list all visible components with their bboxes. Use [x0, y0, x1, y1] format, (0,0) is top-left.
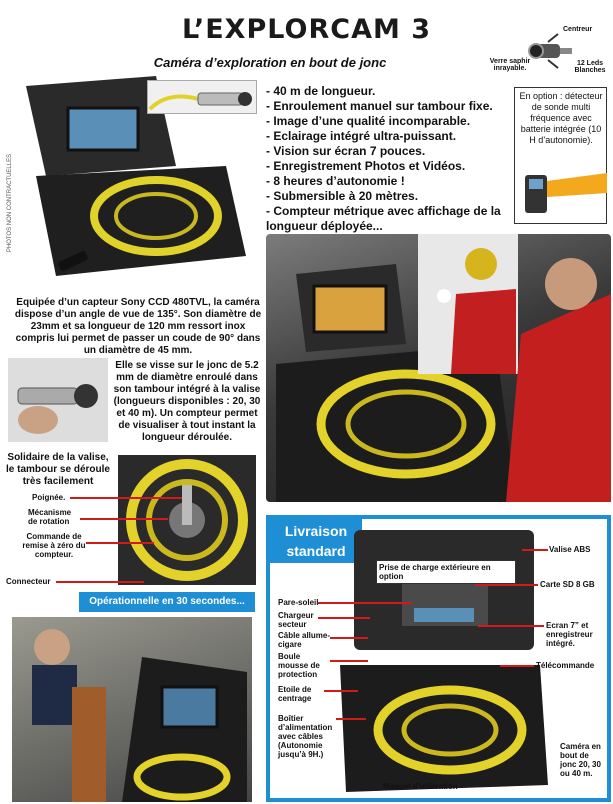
- drum-label-commande: Commande de remise à zéro du compteur.: [22, 532, 86, 559]
- arrow: [478, 625, 544, 627]
- tambour-description: Solidaire de la valise, le tambour se déroule très facilement: [6, 452, 110, 487]
- feature-item: - Image d’une qualité incomparable.: [266, 114, 471, 128]
- main-usage-photo: [266, 234, 611, 502]
- arrow: [500, 665, 534, 667]
- prise-label: Prise de charge extérieure en option: [376, 560, 516, 584]
- jonc-photo: [8, 358, 108, 442]
- telecommande-label: Télécommande: [536, 661, 595, 670]
- carte-label: Carte SD 8 GB: [540, 580, 595, 589]
- feature-item: - Eclairage intégré ultra-puissant.: [266, 129, 457, 143]
- arrow: [318, 602, 412, 604]
- camera-label: Caméra en bout de jonc 20, 30 ou 40 m.: [560, 742, 601, 778]
- arrow: [330, 637, 368, 639]
- feature-item: - 8 heures d’autonomie !: [266, 174, 405, 188]
- drum-label-mecanisme: Mécanisme de rotation: [28, 508, 72, 526]
- arrow: [336, 718, 366, 720]
- feature-item: - Enroulement manuel sur tambour fixe.: [266, 99, 493, 113]
- ecran-label: Ecran 7” et enregistreur intégré.: [546, 621, 593, 648]
- camera-head-image: [528, 32, 573, 70]
- drum-label-connecteur: Connecteur: [6, 577, 51, 586]
- drum-label-poignee: Poignée.: [32, 493, 66, 502]
- boitier-label: Boîtier d’alimentation avec câbles (Autonomie jusqu’à 9H.): [278, 714, 333, 759]
- valise-label: Valise ABS: [549, 545, 591, 554]
- arrow: [70, 497, 182, 499]
- jonc-description: Elle se visse sur le jonc de 5.2 mm de diamètre enroulé dans son tambour intégré à la valise (longueurs disponibles : 20, 30 et 40 m). Un compteur permet de visualiser à tout instant la longueur déroulée.: [113, 360, 261, 443]
- centreur-label: Centreur: [563, 26, 593, 33]
- drum-photo: [118, 455, 256, 585]
- field-usage-photo: [12, 617, 252, 802]
- etoile-label: Etoile de centrage: [278, 685, 312, 703]
- probe-inset: [147, 80, 257, 114]
- operational-banner: Opérationnelle en 30 secondes...: [79, 592, 255, 612]
- manuel-label: Manuel d’utilisation: [383, 782, 458, 791]
- arrow: [318, 617, 370, 619]
- chargeur-label: Chargeur secteur: [278, 611, 314, 629]
- arrow: [56, 581, 144, 583]
- verre-label: Verre saphir inrayable.: [489, 58, 531, 72]
- sensor-description: Equipée d’un capteur Sony CCD 480TVL, la caméra dispose d’un angle de vue de 135°. Son diamètre de 23mm et sa longueur de 120 mm ressort inox compris lui permet de passer un coude de 90° dans un diamètre de 45 mm.: [14, 297, 262, 356]
- arrow: [330, 660, 368, 662]
- arrow: [324, 690, 358, 692]
- feature-item: - Compteur métrique avec affichage de la longueur déployée...: [266, 204, 501, 233]
- livraison-title: Livraison standard: [270, 519, 362, 563]
- detector-image: [523, 167, 607, 219]
- leds-label: 12 Leds Blanches: [574, 60, 606, 74]
- side-note: PHOTOS NON CONTRACTUELLES: [7, 153, 13, 253]
- feature-item: - Submersible à 20 mètres.: [266, 189, 419, 203]
- arrow: [86, 542, 154, 544]
- boule-label: Boule mousse de protection: [278, 652, 320, 679]
- feature-item: - Vision sur écran 7 pouces.: [266, 144, 426, 158]
- arrow: [522, 549, 548, 551]
- cable-label: Câble allume-cigare: [278, 631, 331, 649]
- arrow: [475, 584, 538, 586]
- page-title: L’EXPLORCAM 3: [181, 14, 432, 45]
- feature-item: - Enregistrement Photos et Vidéos.: [266, 159, 466, 173]
- arrow: [80, 518, 168, 520]
- feature-list: [266, 84, 511, 234]
- pare-soleil-label: Pare-soleil: [278, 598, 319, 607]
- page-subtitle: Caméra d’exploration en bout de jonc: [153, 55, 387, 70]
- option-text: En option : détecteur de sonde multi fréquence avec batterie intégrée (10 H d’autonomie).: [519, 91, 603, 145]
- feature-item: - 40 m de longueur.: [266, 84, 376, 98]
